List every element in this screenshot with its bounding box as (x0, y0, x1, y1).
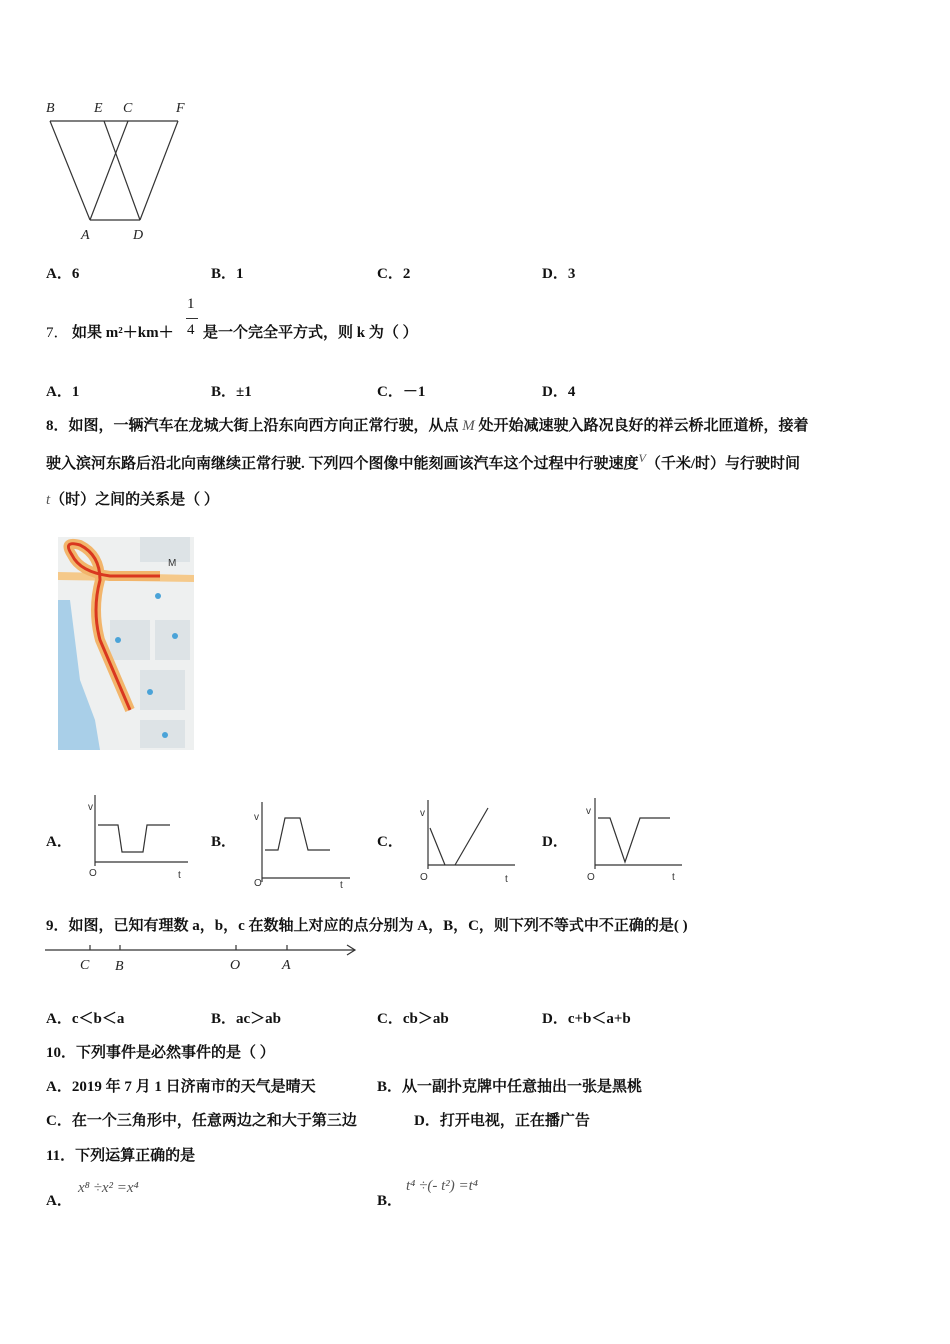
graph-A-v: v (88, 802, 93, 813)
q9-option-d[interactable]: D．c+b＜a+b (542, 1011, 631, 1027)
q7-stem-a: 如果 m²＋km＋ (72, 325, 174, 341)
point-C: C (80, 958, 90, 973)
label-A: A (81, 228, 90, 243)
graph-D-t: t (672, 872, 675, 883)
graph-A-o: O (89, 868, 97, 879)
q7-option-d[interactable]: D．4 (542, 384, 576, 400)
graph-B (262, 802, 350, 882)
graph-A (95, 795, 188, 866)
q8-option-d[interactable]: D． (542, 834, 568, 850)
map-label-M: M (168, 558, 177, 569)
q11-option-a-label[interactable]: A． (46, 1193, 72, 1209)
point-B: B (115, 959, 124, 974)
graph-D (595, 798, 682, 869)
q11-option-b-label[interactable]: B． (377, 1193, 403, 1209)
q9-option-b[interactable]: B．ac＞ab (211, 1011, 282, 1027)
q10-stem: 10．下列事件是必然事件的是（ ） (46, 1045, 275, 1061)
q10-option-c[interactable]: C．在一个三角形中，任意两边之和大于第三边 (46, 1113, 357, 1129)
graph-A-t: t (178, 870, 181, 881)
q10-option-b[interactable]: B．从一副扑克牌中任意抽出一张是黑桃 (377, 1079, 643, 1095)
point-O: O (230, 958, 241, 973)
q8-line1: 8．如图，一辆汽车在龙城大街上沿东向西方向正常行驶，从点 M 处开始减速驶入路况良好的祥云桥北匝道桥，接着 (46, 418, 809, 434)
graph-B-o: O (254, 878, 262, 889)
graph-D-v: v (586, 806, 591, 817)
q11-stem: 11．下列运算正确的是 (46, 1148, 196, 1164)
q8-option-c[interactable]: C． (377, 834, 403, 850)
q9-option-a[interactable]: A．c＜b＜a (46, 1011, 125, 1027)
road-map (58, 537, 194, 750)
q11-option-a-expr: x⁸ ÷x² =x⁴ (78, 1180, 139, 1196)
q6-option-d[interactable]: D．3 (542, 266, 576, 282)
point-A: A (282, 958, 291, 973)
q7-option-a[interactable]: A．1 (46, 384, 80, 400)
graph-B-t: t (340, 880, 343, 891)
label-E: E (94, 101, 103, 116)
q6-option-c[interactable]: C．2 (377, 266, 411, 282)
graph-C-o: O (420, 872, 428, 883)
q7-number: 7． (46, 325, 69, 341)
q8-line3: t（时）之间的关系是（ ） (46, 492, 219, 508)
label-F: F (176, 101, 185, 116)
q11-option-b-expr: t⁴ ÷(- t²) =t⁴ (406, 1178, 479, 1194)
label-D: D (133, 228, 144, 243)
graph-C (428, 800, 515, 869)
graph-D-o: O (587, 872, 595, 883)
q7-frac-num: 1 (187, 296, 195, 312)
label-B: B (46, 101, 55, 116)
q7-frac-den: 4 (187, 322, 195, 338)
fraction-bar (186, 318, 198, 319)
graph-C-v: v (420, 808, 425, 819)
q6-option-b[interactable]: B．1 (211, 266, 244, 282)
trapezoid-figure (50, 121, 178, 220)
q9-stem: 9．如图，已知有理数 a，b，c 在数轴上对应的点分别为 A，B，C，则下列不等式中不正确的是( ) (46, 918, 688, 934)
q7-option-b[interactable]: B．±1 (211, 384, 252, 400)
q8-option-a[interactable]: A． (46, 834, 72, 850)
q7-option-c[interactable]: C．－1 (377, 384, 426, 400)
q8-option-b[interactable]: B． (211, 834, 237, 850)
graph-C-t: t (505, 874, 508, 885)
q10-option-d[interactable]: D．打开电视，正在播广告 (414, 1113, 590, 1129)
q10-option-a[interactable]: A．2019 年 7 月 1 日济南市的天气是晴天 (46, 1079, 316, 1095)
q6-option-a[interactable]: A．6 (46, 266, 80, 282)
graph-B-v: v (254, 812, 259, 823)
q9-option-c[interactable]: C．cb＞ab (377, 1011, 449, 1027)
q7-stem-b: 是一个完全平方式，则 k 为（ ） (203, 325, 418, 341)
number-line (45, 945, 355, 955)
label-C: C (123, 101, 133, 116)
q8-line2: 驶入滨河东路后沿北向南继续正常行驶. 下列四个图像中能刻画该汽车这个过程中行驶速度$^V$（千米/时）与行驶时间 (46, 451, 801, 472)
